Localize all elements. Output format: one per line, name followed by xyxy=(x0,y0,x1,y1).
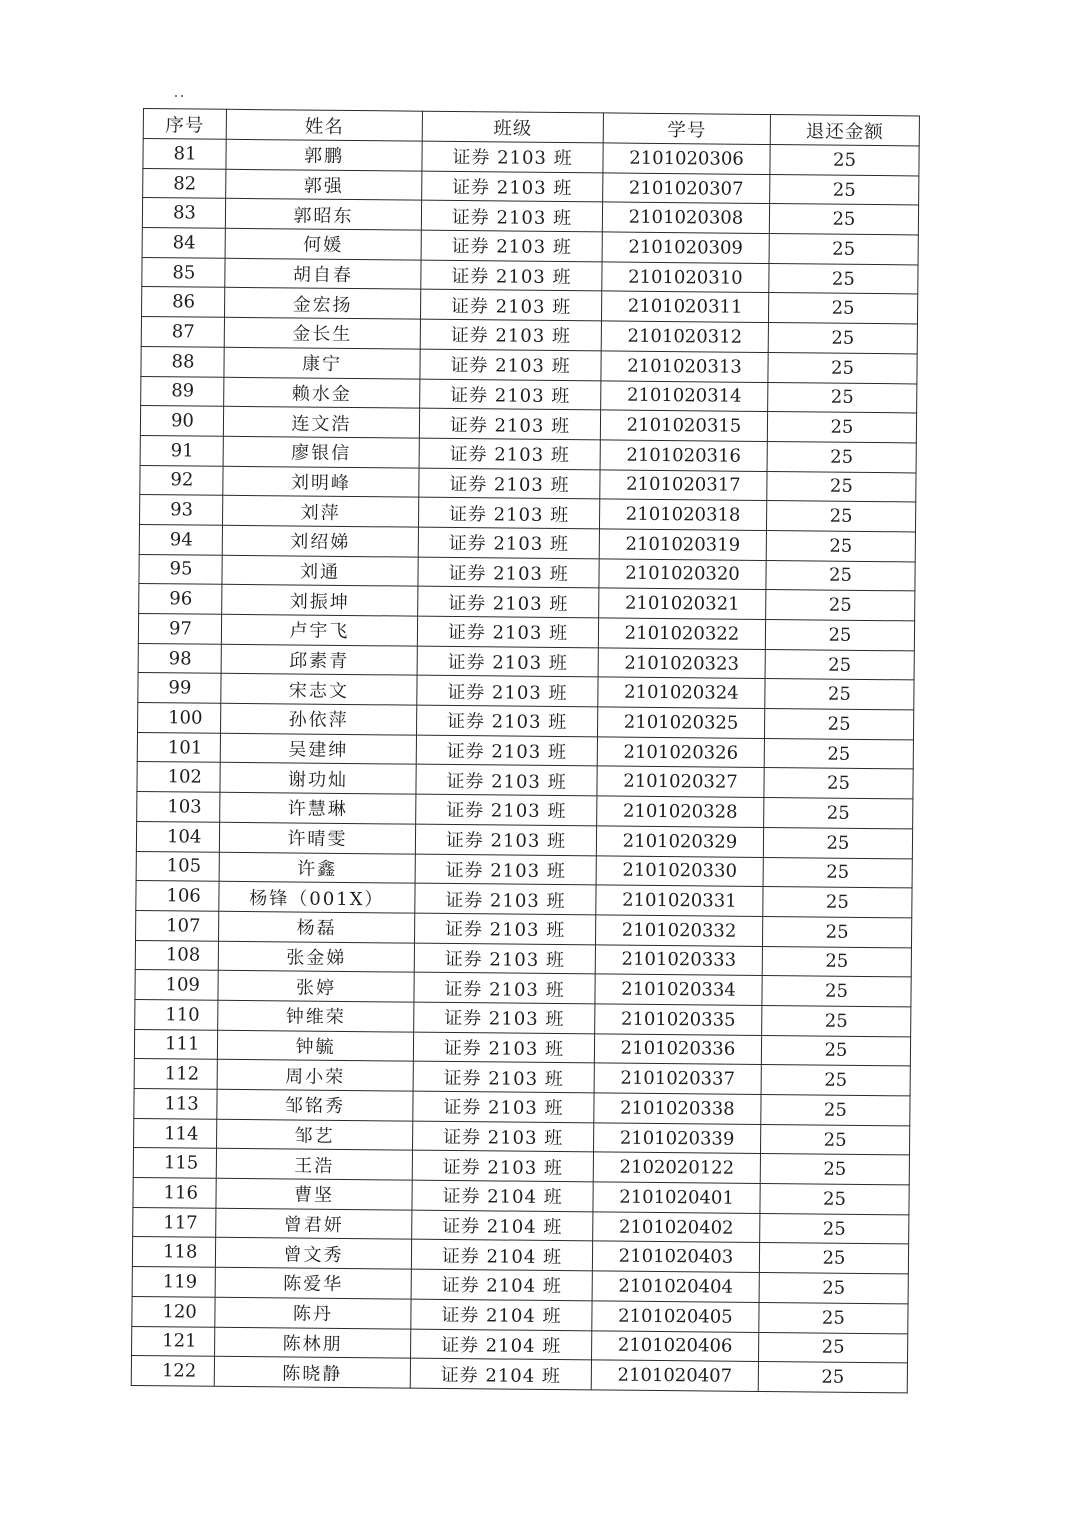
amount-cell: 25 xyxy=(768,382,917,413)
name-cell: 邱素青 xyxy=(221,644,417,676)
amount-cell: 25 xyxy=(764,709,913,740)
name-cell: 金长生 xyxy=(224,317,420,349)
class-cell: 证券 2103 班 xyxy=(420,290,601,321)
class-cell: 证券 2103 班 xyxy=(416,705,597,736)
name-cell: 邹铭秀 xyxy=(217,1089,413,1121)
name-cell: 周小荣 xyxy=(217,1060,413,1092)
name-cell: 卢宇飞 xyxy=(221,614,417,646)
student-id-cell: 2101020315 xyxy=(600,410,767,441)
amount-cell: 25 xyxy=(769,234,918,265)
seq-cell: 82 xyxy=(143,168,226,198)
header-student-id: 学号 xyxy=(603,113,770,145)
class-cell: 证券 2103 班 xyxy=(415,883,596,914)
name-cell: 许慧琳 xyxy=(220,792,416,824)
amount-cell: 25 xyxy=(766,501,915,532)
class-cell: 证券 2103 班 xyxy=(413,1091,594,1122)
student-id-cell: 2101020317 xyxy=(600,469,767,500)
amount-cell: 25 xyxy=(762,1005,911,1036)
seq-cell: 96 xyxy=(139,584,222,614)
amount-cell: 25 xyxy=(763,827,912,858)
name-cell: 钟毓 xyxy=(217,1030,413,1062)
name-cell: 钟维荣 xyxy=(218,1000,414,1032)
amount-cell: 25 xyxy=(764,768,913,799)
header-name: 姓名 xyxy=(226,109,422,141)
seq-cell: 95 xyxy=(139,554,222,584)
class-cell: 证券 2103 班 xyxy=(414,972,595,1003)
name-cell: 廖银信 xyxy=(223,436,419,468)
class-cell: 证券 2103 班 xyxy=(419,468,600,499)
class-cell: 证券 2103 班 xyxy=(414,943,595,974)
class-cell: 证券 2103 班 xyxy=(418,497,599,528)
student-id-cell: 2101020339 xyxy=(593,1123,760,1154)
class-cell: 证券 2103 班 xyxy=(415,824,596,855)
student-id-cell: 2101020309 xyxy=(602,232,769,263)
student-id-cell: 2101020338 xyxy=(594,1093,761,1124)
class-cell: 证券 2103 班 xyxy=(421,201,602,232)
student-id-cell: 2101020405 xyxy=(592,1301,759,1332)
student-id-cell: 2101020328 xyxy=(597,796,764,827)
name-cell: 胡自春 xyxy=(225,258,421,290)
amount-cell: 25 xyxy=(767,471,916,502)
seq-cell: 105 xyxy=(136,851,219,881)
name-cell: 陈林朋 xyxy=(215,1327,411,1359)
seq-cell: 112 xyxy=(134,1059,217,1089)
student-id-cell: 2101020334 xyxy=(595,974,762,1005)
class-cell: 证券 2103 班 xyxy=(417,646,598,677)
name-cell: 刘绍娣 xyxy=(222,525,418,557)
amount-cell: 25 xyxy=(760,1184,909,1215)
student-id-cell: 2101020329 xyxy=(596,826,763,857)
class-cell: 证券 2103 班 xyxy=(417,676,598,707)
seq-cell: 118 xyxy=(132,1237,215,1267)
name-cell: 刘振坤 xyxy=(222,585,418,617)
amount-cell: 25 xyxy=(763,887,912,918)
student-id-cell: 2101020321 xyxy=(599,588,766,619)
class-cell: 证券 2103 班 xyxy=(422,141,603,172)
header-class: 班级 xyxy=(422,111,603,143)
amount-cell: 25 xyxy=(760,1154,909,1185)
amount-cell: 25 xyxy=(764,738,913,769)
class-cell: 证券 2103 班 xyxy=(413,1121,594,1152)
amount-cell: 25 xyxy=(770,145,919,176)
seq-cell: 111 xyxy=(134,1029,217,1059)
class-cell: 证券 2103 班 xyxy=(414,1002,595,1033)
name-cell: 陈晓静 xyxy=(214,1356,410,1388)
name-cell: 许晴雯 xyxy=(219,822,415,854)
seq-cell: 115 xyxy=(133,1148,216,1178)
class-cell: 证券 2103 班 xyxy=(418,527,599,558)
class-cell: 证券 2103 班 xyxy=(419,438,600,469)
name-cell: 曹坚 xyxy=(216,1178,412,1210)
seq-cell: 110 xyxy=(135,999,218,1029)
amount-cell: 25 xyxy=(761,1065,910,1096)
table-body xyxy=(131,139,919,1393)
seq-cell: 94 xyxy=(139,524,222,554)
name-cell: 郭昭东 xyxy=(225,199,421,231)
student-id-cell: 2101020320 xyxy=(599,559,766,590)
class-cell: 证券 2104 班 xyxy=(412,1210,593,1241)
student-id-cell: 2101020401 xyxy=(593,1182,760,1213)
student-id-cell: 2101020335 xyxy=(595,1004,762,1035)
class-cell: 证券 2103 班 xyxy=(416,794,597,825)
student-id-cell: 2101020318 xyxy=(599,499,766,530)
amount-cell: 25 xyxy=(768,352,917,383)
name-cell: 杨磊 xyxy=(219,911,415,943)
amount-cell: 25 xyxy=(768,293,917,324)
seq-cell: 98 xyxy=(138,643,221,673)
refund-table-sheet xyxy=(131,108,919,1393)
class-cell: 证券 2104 班 xyxy=(412,1180,593,1211)
student-id-cell: 2102020122 xyxy=(593,1152,760,1183)
amount-cell: 25 xyxy=(768,323,917,354)
seq-cell: 84 xyxy=(142,228,225,258)
amount-cell: 25 xyxy=(765,649,914,680)
student-id-cell: 2101020323 xyxy=(598,648,765,679)
amount-cell: 25 xyxy=(761,1094,910,1125)
amount-cell: 25 xyxy=(767,441,916,472)
seq-cell: 87 xyxy=(141,317,224,347)
student-id-cell: 2101020314 xyxy=(601,380,768,411)
seq-cell: 119 xyxy=(132,1267,215,1297)
name-cell: 杨锋（001X） xyxy=(219,881,415,913)
seq-cell: 91 xyxy=(140,435,223,465)
seq-cell: 106 xyxy=(136,881,219,911)
student-id-cell: 2101020326 xyxy=(597,737,764,768)
amount-cell: 25 xyxy=(759,1302,908,1333)
class-cell: 证券 2103 班 xyxy=(419,408,600,439)
seq-cell: 99 xyxy=(138,673,221,703)
student-id-cell: 2101020308 xyxy=(602,202,769,233)
seq-cell: 120 xyxy=(132,1296,215,1326)
seq-cell: 122 xyxy=(131,1356,214,1386)
amount-cell: 25 xyxy=(761,1035,910,1066)
class-cell: 证券 2103 班 xyxy=(420,379,601,410)
seq-cell: 89 xyxy=(141,376,224,406)
seq-cell: 93 xyxy=(140,495,223,525)
name-cell: 郭鹏 xyxy=(226,139,422,171)
seq-cell: 85 xyxy=(142,257,225,287)
class-cell: 证券 2103 班 xyxy=(422,171,603,202)
name-cell: 连文浩 xyxy=(223,406,419,438)
name-cell: 郭强 xyxy=(226,169,422,201)
seq-cell: 121 xyxy=(132,1326,215,1356)
scan-speck xyxy=(175,82,189,88)
seq-cell: 108 xyxy=(135,940,218,970)
table-row xyxy=(131,1356,907,1393)
seq-cell: 102 xyxy=(137,762,220,792)
seq-cell: 117 xyxy=(133,1207,216,1237)
student-id-cell: 2101020336 xyxy=(594,1034,761,1065)
seq-cell: 92 xyxy=(140,465,223,495)
student-id-cell: 2101020332 xyxy=(595,915,762,946)
name-cell: 许鑫 xyxy=(219,852,415,884)
seq-cell: 100 xyxy=(138,703,221,733)
header-seq: 序号 xyxy=(143,109,226,140)
seq-cell: 114 xyxy=(134,1118,217,1148)
class-cell: 证券 2104 班 xyxy=(411,1299,592,1330)
amount-cell: 25 xyxy=(765,679,914,710)
student-id-cell: 2101020307 xyxy=(603,173,770,204)
student-id-cell: 2101020319 xyxy=(599,529,766,560)
amount-cell: 25 xyxy=(766,560,915,591)
name-cell: 康宁 xyxy=(224,347,420,379)
seq-cell: 116 xyxy=(133,1178,216,1208)
seq-cell: 88 xyxy=(141,346,224,376)
amount-cell: 25 xyxy=(760,1213,909,1244)
student-id-cell: 2101020310 xyxy=(602,262,769,293)
student-id-cell: 2101020337 xyxy=(594,1063,761,1094)
student-id-cell: 2101020322 xyxy=(598,618,765,649)
name-cell: 刘通 xyxy=(222,555,418,587)
name-cell: 陈爱华 xyxy=(215,1267,411,1299)
amount-cell: 25 xyxy=(762,976,911,1007)
seq-cell: 86 xyxy=(141,287,224,317)
student-id-cell: 2101020406 xyxy=(592,1330,759,1361)
seq-cell: 101 xyxy=(137,732,220,762)
amount-cell: 25 xyxy=(770,174,919,205)
seq-cell: 81 xyxy=(143,139,226,169)
student-id-cell: 2101020403 xyxy=(592,1241,759,1272)
class-cell: 证券 2104 班 xyxy=(410,1358,591,1389)
class-cell: 证券 2103 班 xyxy=(413,1061,594,1092)
amount-cell: 25 xyxy=(758,1332,907,1363)
name-cell: 吴建绅 xyxy=(220,733,416,765)
refund-table xyxy=(131,108,920,1393)
class-cell: 证券 2103 班 xyxy=(416,765,597,796)
amount-cell: 25 xyxy=(758,1362,907,1393)
name-cell: 金宏扬 xyxy=(224,288,420,320)
name-cell: 张婷 xyxy=(218,971,414,1003)
seq-cell: 83 xyxy=(142,198,225,228)
seq-cell: 90 xyxy=(140,406,223,436)
amount-cell: 25 xyxy=(767,412,916,443)
name-cell: 邹艺 xyxy=(217,1119,413,1151)
name-cell: 张金娣 xyxy=(218,941,414,973)
student-id-cell: 2101020313 xyxy=(601,351,768,382)
student-id-cell: 2101020312 xyxy=(601,321,768,352)
seq-cell: 104 xyxy=(136,821,219,851)
class-cell: 证券 2103 班 xyxy=(416,735,597,766)
name-cell: 何媛 xyxy=(225,228,421,260)
amount-cell: 25 xyxy=(766,590,915,621)
class-cell: 证券 2103 班 xyxy=(418,557,599,588)
class-cell: 证券 2103 班 xyxy=(417,616,598,647)
name-cell: 孙依萍 xyxy=(221,703,417,735)
seq-cell: 113 xyxy=(134,1088,217,1118)
class-cell: 证券 2103 班 xyxy=(421,230,602,261)
class-cell: 证券 2103 班 xyxy=(413,1032,594,1063)
student-id-cell: 2101020407 xyxy=(591,1360,758,1391)
amount-cell: 25 xyxy=(760,1124,909,1155)
seq-cell: 109 xyxy=(135,970,218,1000)
amount-cell: 25 xyxy=(763,857,912,888)
student-id-cell: 2101020324 xyxy=(598,677,765,708)
amount-cell: 25 xyxy=(766,530,915,561)
seq-cell: 107 xyxy=(136,910,219,940)
student-id-cell: 2101020402 xyxy=(593,1212,760,1243)
amount-cell: 25 xyxy=(769,204,918,235)
student-id-cell: 2101020331 xyxy=(596,885,763,916)
class-cell: 证券 2104 班 xyxy=(411,1269,592,1300)
name-cell: 曾文秀 xyxy=(215,1238,411,1270)
amount-cell: 25 xyxy=(764,798,913,829)
name-cell: 赖水金 xyxy=(224,377,420,409)
amount-cell: 25 xyxy=(769,263,918,294)
class-cell: 证券 2103 班 xyxy=(420,349,601,380)
amount-cell: 25 xyxy=(759,1273,908,1304)
student-id-cell: 2101020311 xyxy=(601,291,768,322)
student-id-cell: 2101020325 xyxy=(597,707,764,738)
seq-cell: 97 xyxy=(138,613,221,643)
class-cell: 证券 2103 班 xyxy=(415,913,596,944)
name-cell: 谢功灿 xyxy=(220,763,416,795)
seq-cell: 103 xyxy=(137,792,220,822)
student-id-cell: 2101020306 xyxy=(603,143,770,174)
student-id-cell: 2101020327 xyxy=(597,766,764,797)
header-refund-amount: 退还金额 xyxy=(770,115,919,146)
class-cell: 证券 2103 班 xyxy=(415,854,596,885)
class-cell: 证券 2103 班 xyxy=(418,586,599,617)
class-cell: 证券 2103 班 xyxy=(421,260,602,291)
student-id-cell: 2101020316 xyxy=(600,440,767,471)
name-cell: 陈丹 xyxy=(215,1297,411,1329)
student-id-cell: 2101020404 xyxy=(592,1271,759,1302)
class-cell: 证券 2104 班 xyxy=(411,1329,592,1360)
amount-cell: 25 xyxy=(762,946,911,977)
student-id-cell: 2101020333 xyxy=(595,944,762,975)
class-cell: 证券 2103 班 xyxy=(412,1151,593,1182)
amount-cell: 25 xyxy=(759,1243,908,1274)
student-id-cell: 2101020330 xyxy=(596,855,763,886)
class-cell: 证券 2104 班 xyxy=(411,1240,592,1271)
class-cell: 证券 2103 班 xyxy=(420,319,601,350)
name-cell: 刘萍 xyxy=(222,496,418,528)
amount-cell: 25 xyxy=(762,916,911,947)
name-cell: 宋志文 xyxy=(221,674,417,706)
amount-cell: 25 xyxy=(765,620,914,651)
name-cell: 王浩 xyxy=(216,1149,412,1181)
name-cell: 刘明峰 xyxy=(223,466,419,498)
name-cell: 曾君妍 xyxy=(216,1208,412,1240)
